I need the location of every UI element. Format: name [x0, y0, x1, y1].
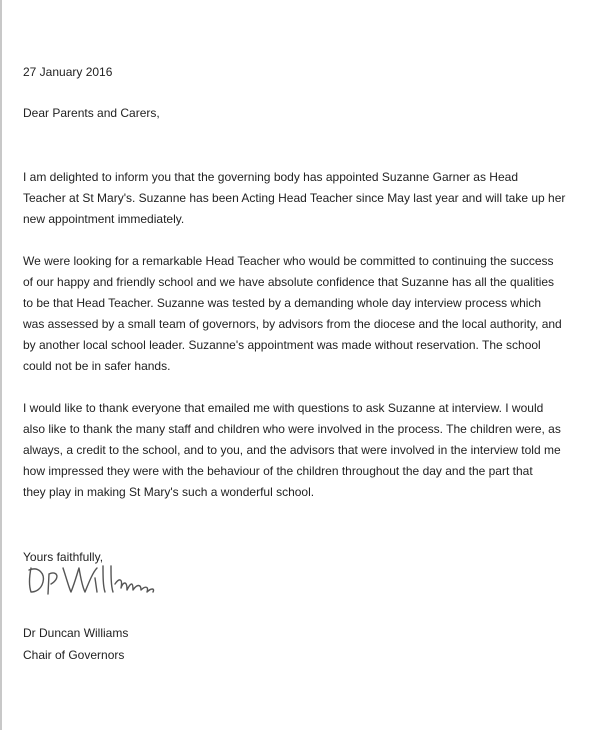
- salutation: Dear Parents and Carers,: [23, 106, 160, 120]
- text-line: I would like to thank everyone that emailed me with questions to ask Suzanne at interview. I would: [23, 401, 544, 415]
- text-line: could not be in safer hands.: [23, 359, 171, 373]
- text-line: We were looking for a remarkable Head Teacher who would be committed to continuing the success: [23, 254, 554, 268]
- text-line: also like to thank the many staff and children who were involved in the process. The children were, as: [23, 422, 561, 436]
- closing: Yours faithfully,: [23, 550, 104, 564]
- text-line: Teacher at St Mary's. Suzanne has been Acting Head Teacher since May last year and will take up her: [23, 191, 566, 205]
- signer-title: Chair of Governors: [23, 648, 125, 662]
- text-line: of our happy and friendly school and we have absolute confidence that Suzanne has all the qualities: [23, 275, 555, 289]
- text-line: by another local school leader. Suzanne's appointment was made without reservation. The school: [23, 338, 541, 352]
- page-edge: [0, 0, 2, 730]
- text-line: they play in making St Mary's such a wonderful school.: [23, 485, 315, 499]
- signer-name: Dr Duncan Williams: [23, 626, 129, 640]
- text-line: to be that Head Teacher. Suzanne was tested by a demanding whole day interview process which: [23, 296, 542, 310]
- letter-date: 27 January 2016: [23, 65, 113, 79]
- text-line: I am delighted to inform you that the governing body has appointed Suzanne Garner as Head: [23, 170, 518, 184]
- text-line: always, a credit to the school, and to you, and the advisors that were involved in the interview told me: [23, 443, 561, 457]
- text-line: was assessed by a small team of governors, by advisors from the diocese and the local authority, and: [23, 317, 562, 331]
- signature: [23, 560, 168, 600]
- text-line: new appointment immediately.: [23, 212, 185, 226]
- text-line: how impressed they were with the behaviour of the children throughout the day and the part that: [23, 464, 533, 478]
